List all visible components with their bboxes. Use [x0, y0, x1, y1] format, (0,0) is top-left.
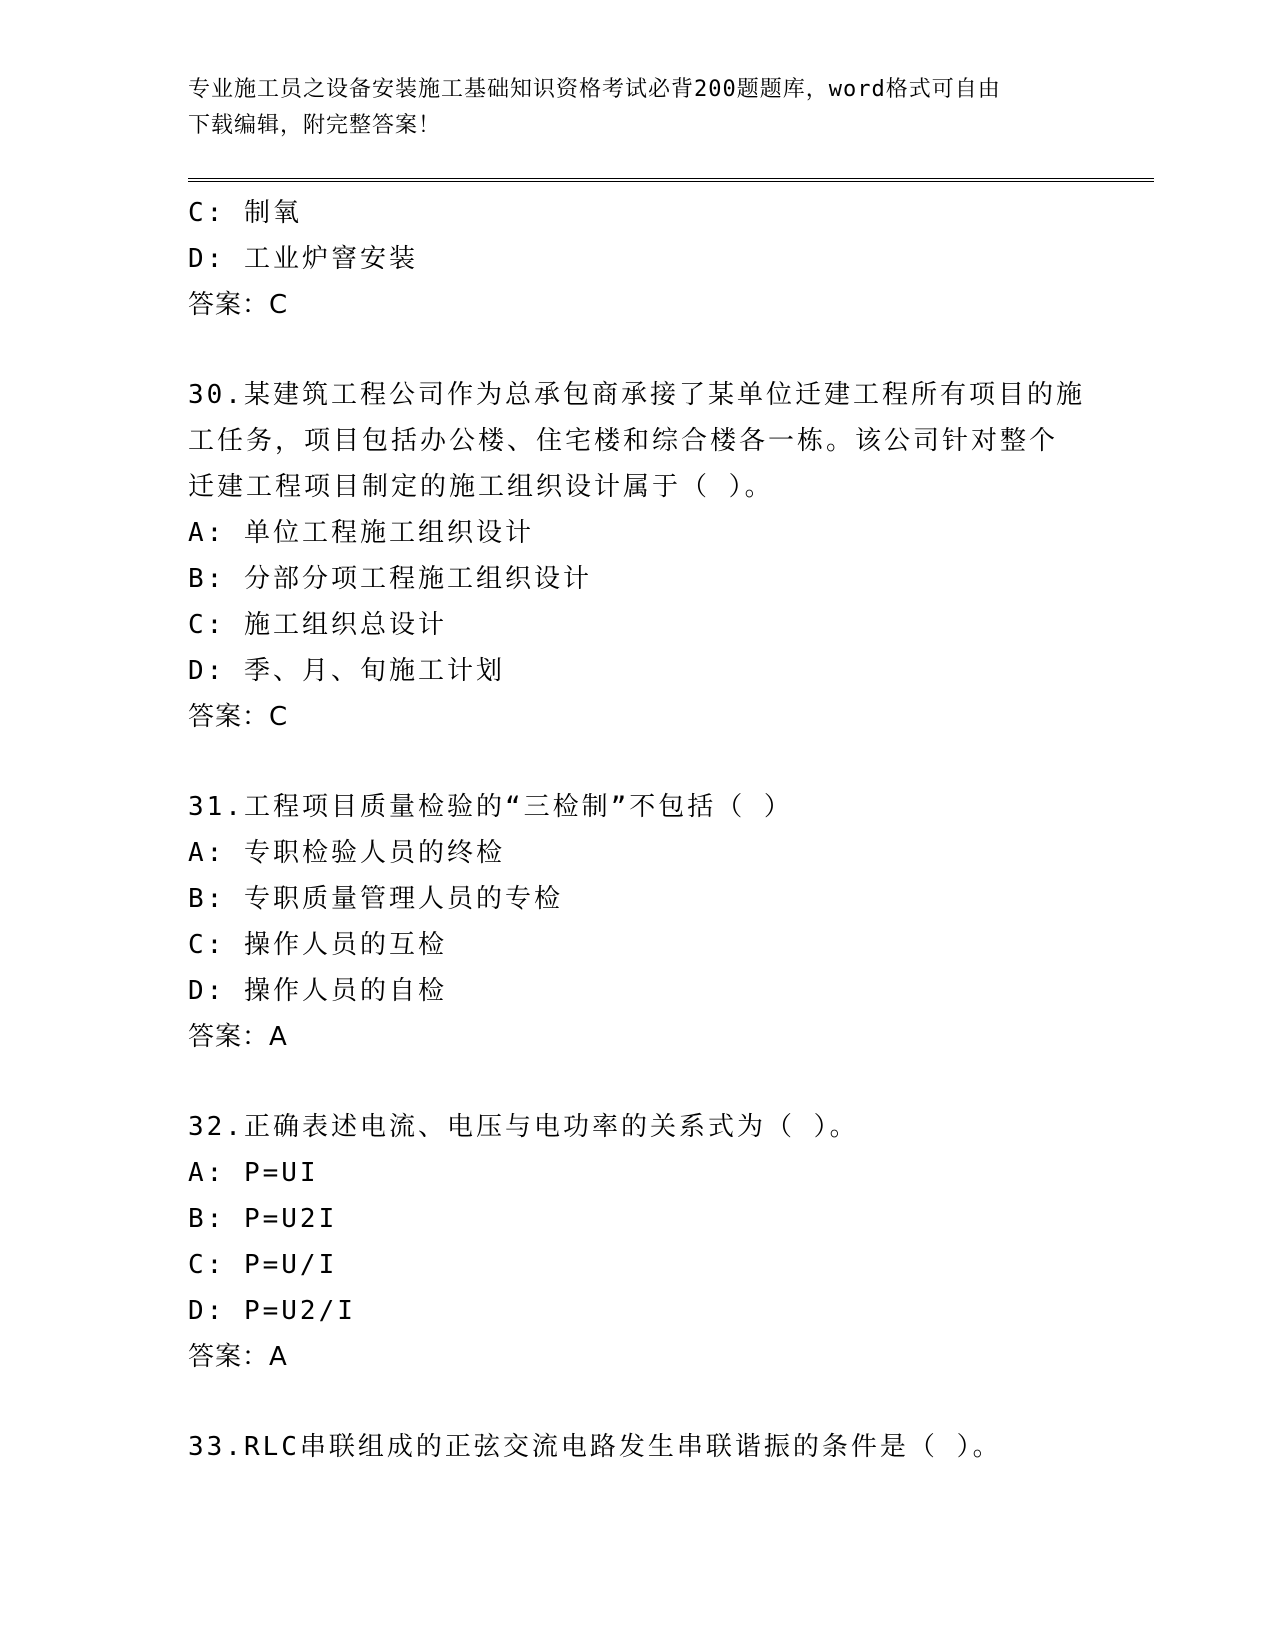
option-d: D: 工业炉窨安装 [188, 244, 418, 274]
header-line-2: 下载编辑，附完整答案！ [188, 113, 442, 138]
option-a: A: 专职检验人员的终检 [188, 838, 505, 868]
option-c: C: P=U/I [188, 1250, 338, 1280]
answer: 答案：C [188, 290, 289, 320]
option-d: D: 操作人员的自检 [188, 976, 447, 1006]
question-text-line: 工任务，项目包括办公楼、住宅楼和综合楼各一栋。该公司针对整个 [188, 426, 1059, 456]
question-text-line: 33.RLC串联组成的正弦交流电路发生串联谐振的条件是（ ）。 [188, 1432, 1002, 1462]
question-31 [188, 784, 1088, 1060]
document-header [188, 72, 1088, 144]
question-32 [188, 1104, 1088, 1380]
option-b: B: 分部分项工程施工组织设计 [188, 564, 592, 594]
option-b: B: P=U2I [188, 1204, 338, 1234]
option-a: A: 单位工程施工组织设计 [188, 518, 534, 548]
question-33 [188, 1424, 1088, 1470]
header-divider [188, 178, 1154, 182]
option-c: C: 操作人员的互检 [188, 930, 447, 960]
question-30 [188, 372, 1088, 740]
option-c: C: 施工组织总设计 [188, 610, 447, 640]
question-text-line: 30.某建筑工程公司作为总承包商承接了某单位迁建工程所有项目的施 [188, 380, 1085, 410]
question-text-line: 32.正确表述电流、电压与电功率的关系式为（ ）。 [188, 1112, 859, 1142]
option-b: B: 专职质量管理人员的专检 [188, 884, 563, 914]
option-a: A: P=UI [188, 1158, 319, 1188]
option-d: D: P=U2/I [188, 1296, 356, 1326]
question-29-tail [188, 190, 1088, 328]
question-text-line: 31.工程项目质量检验的“三检制”不包括（ ） [188, 792, 793, 822]
document-body [188, 190, 1088, 1470]
answer: 答案：A [188, 1342, 288, 1372]
header-line-1: 专业施工员之设备安装施工基础知识资格考试必背200题题库，word格式可自由 [188, 77, 1001, 102]
option-c: C: 制氧 [188, 198, 302, 228]
question-text-line: 迁建工程项目制定的施工组织设计属于（ ）。 [188, 472, 774, 502]
answer: 答案：A [188, 1022, 288, 1052]
option-d: D: 季、月、旬施工计划 [188, 656, 505, 686]
answer: 答案：C [188, 702, 289, 732]
